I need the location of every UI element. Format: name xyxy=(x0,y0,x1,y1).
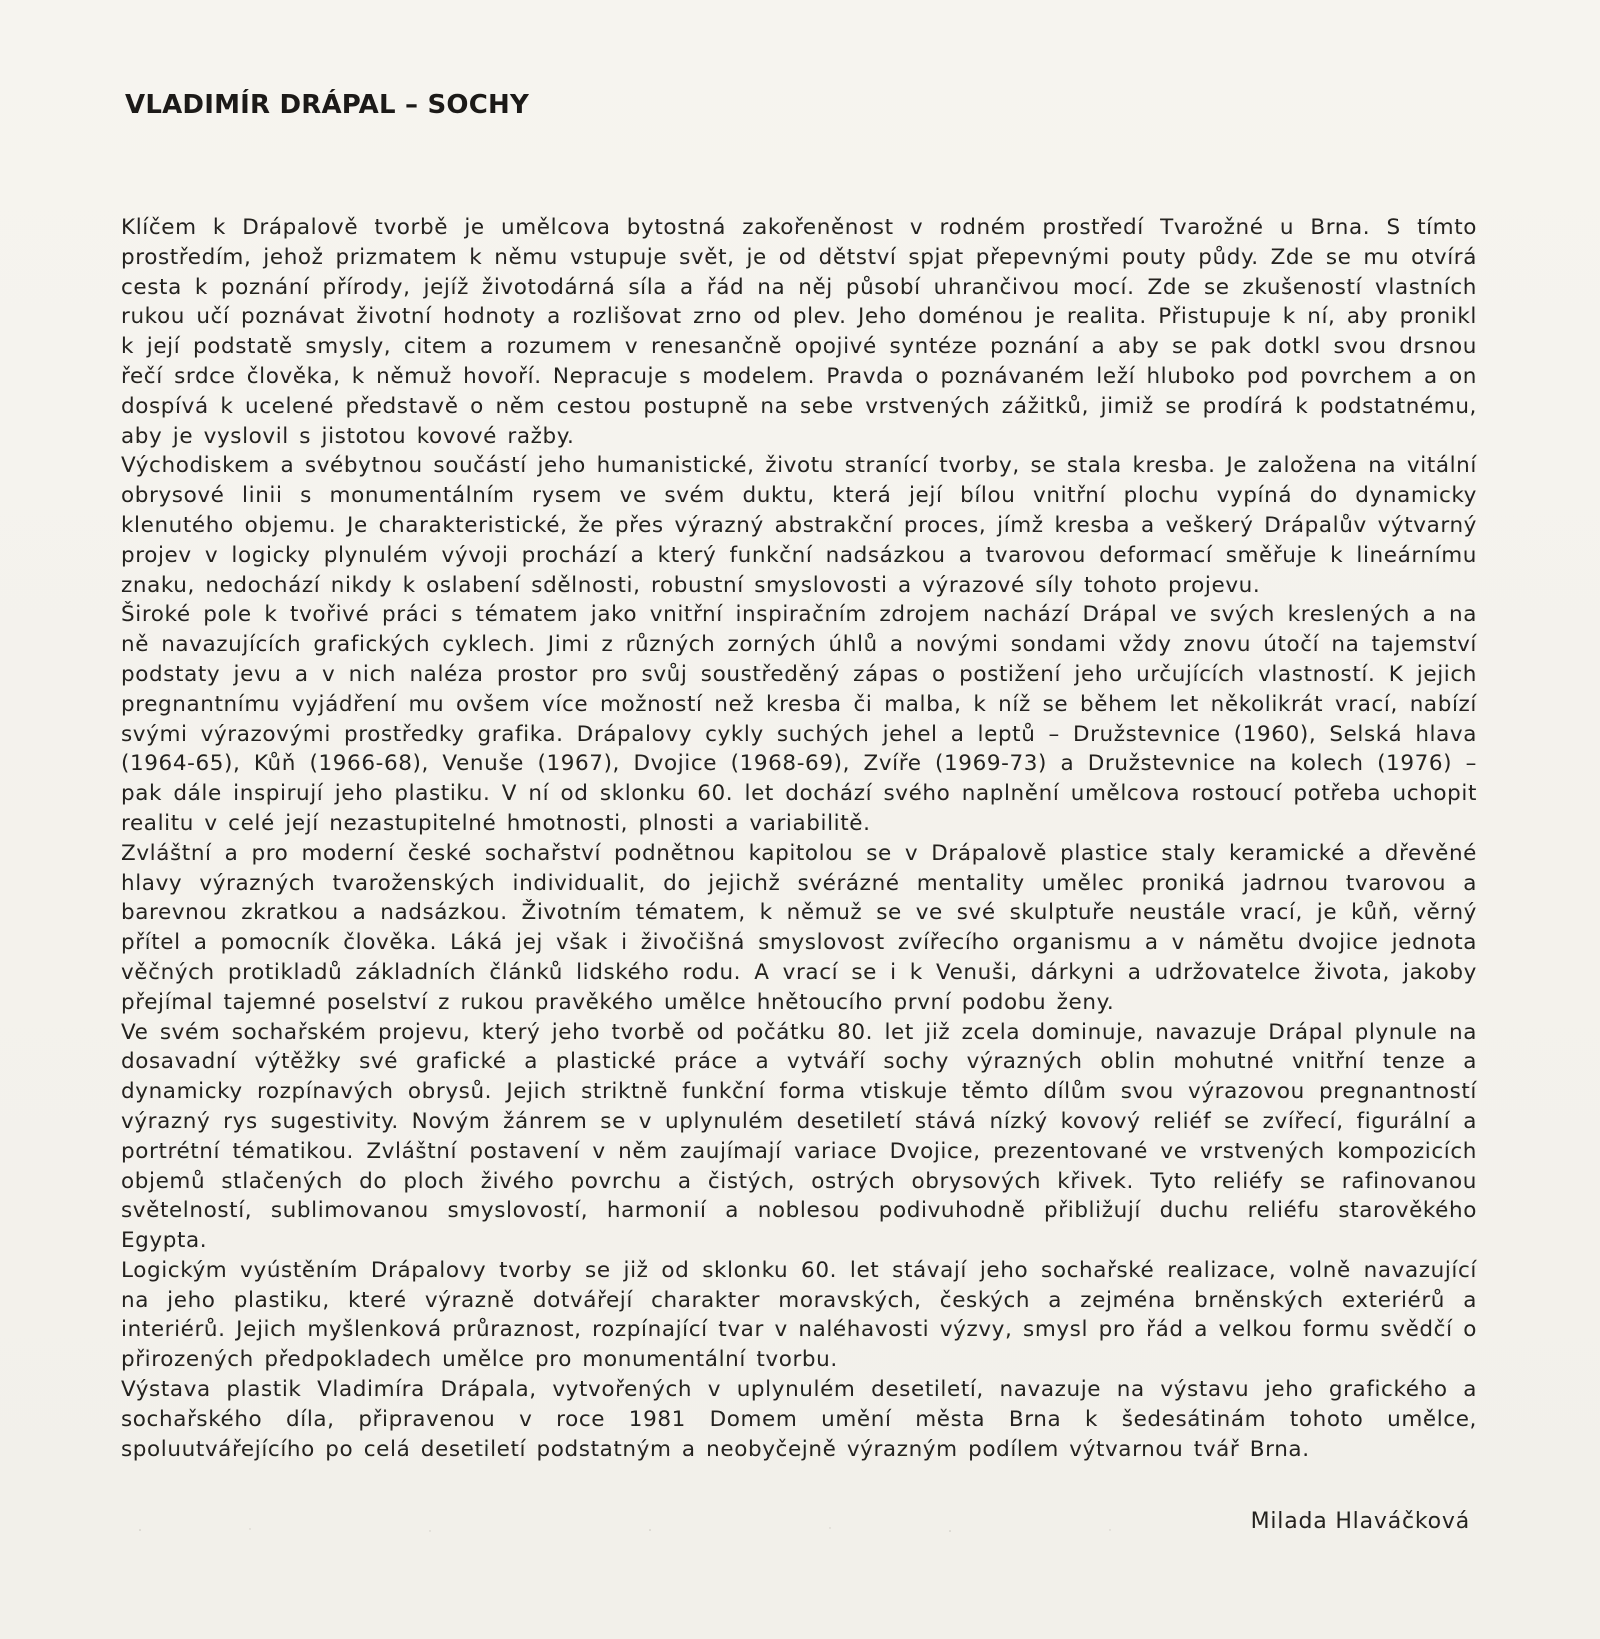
paragraph-2: Východiskem a svébytnou součástí jeho humanistické, životu stranící tvorby, se stala kresba. Je založena na vitální obrysové linii s monumentálním rysem ve svém duktu, která její bílou vnitřní plochu vypíná do dynamicky klenutého objemu. Je charakteristické, že přes výrazný abstrakční proces, jímž kresba a veškerý Drápalův výtvarný projev v logicky plynulém vývoji prochází a který funkční nadsázkou a tvarovou deformací směřuje k lineárnímu znaku, nedochází nikdy k oslabení sdělnosti, robustní smyslovosti a výrazové síly tohoto projevu. xyxy=(121,453,1477,598)
paragraph-6: Logickým vyústěním Drápalovy tvorby se již od sklonku 60. let stávají jeho sochařské realizace, volně navazující na jeho plastiku, které výrazně dotvářejí charakter moravských, českých a zejména brněnských exteriérů a interiérů. Jejich myšlenková průraznost, rozpínající tvar v naléhavosti výzvy, smysl pro řád a velkou formu svědčí o přirozených předpokladech umělce pro monumentální tvorbu. xyxy=(121,1257,1477,1373)
author-signature: Milada Hlaváčková xyxy=(1250,1509,1470,1534)
document-title: VLADIMÍR DRÁPAL – SOCHY xyxy=(125,90,529,120)
paragraph-3: Široké pole k tvořivé práci s tématem jako vnitřní inspiračním zdrojem nachází Drápal ve svých kreslených a na ně navazujících grafických cyklech. Jimi z různých zorných úhlů a novými sondami vždy znovu útočí na tajemství podstaty jevu a v nich naléza prostor pro svůj soustředěný zápas o postižení jeho určujících vlastností. K jejich pregnantnímu vyjádření mu ovšem více možností než kresba či malba, k níž se během let několikrát vrací, nabízí svými výrazovými prostředky grafika. Drápalovy cykly suchých jehel a leptů – Družstevnice (1960), Selská hlava (1964-65), Kůň (1966-68), Venuše (1967), Dvojice (1968-69), Zvíře (1969-73) a Družstevnice na kolech (1976) – pak dále inspirují jeho plastiku. V ní od sklonku 60. let dochází svého naplnění umělcova rostoucí potřeba uchopit realitu v celé její nezastupitelné hmotnosti, plnosti a variabilitě. xyxy=(121,602,1477,836)
paragraph-7: Výstava plastik Vladimíra Drápala, vytvořených v uplynulém desetiletí, navazuje na výstavu jeho grafického a sochařského díla, připravenou v roce 1981 Domem umění města Brna k šedesátinám tohoto umělce, spoluutvářejícího po celá desetiletí podstatným a neobyčejně výrazným podílem výtvarnou tvář Brna. xyxy=(121,1377,1477,1462)
paragraph-1: Klíčem k Drápalově tvorbě je umělcova bytostná zakořeněnost v rodném prostředí Tvarožné u Brna. S tímto prostředím, jehož prizmatem k němu vstupuje svět, je od dětství spjat přepevnými pouty půdy. Zde se mu otvírá cesta k poznání přírody, jejíž životodárná síla a řád na něj působí uhrančivou mocí. Zde se zkušeností vlastních rukou učí poznávat životní hodnoty a rozlišovat zrno od plev. Jeho doménou je realita. Přistupuje k ní, aby pronikl k její podstatě smysly, citem a rozumem v renesančně opojivé syntéze poznání a aby se pak dotkl svou drsnou řečí srdce člověka, k němuž hovoří. Nepracuje s modelem. Pravda o poznávaném leží hluboko pod povrchem a on dospívá k ucelené představě o něm cestou postupně na sebe vrstvených zážitků, jimiž se prodírá k podstatnému, aby je vyslovil s jistotou kovové ražby. xyxy=(121,215,1477,449)
paragraph-4: Zvláštní a pro moderní české sochařství podnětnou kapitolou se v Drápalově plastice staly keramické a dřevěné hlavy výrazných tvaroženských individualit, do jejichž svérázné mentality umělec proniká jadrnou tvarovou a barevnou zkratkou a nadsázkou. Životním tématem, k němuž se ve své skulptuře neustále vrací, je kůň, věrný přítel a pomocník člověka. Láká jej však i živočišná smyslovost zvířecího organismu a v námětu dvojice jednota věčných protikladů základních článků lidského rodu. A vrací se i k Venuši, dárkyni a udržovatelce života, jakoby přejímal tajemné poselství z rukou pravěkého umělce hnětoucího první podobu ženy. xyxy=(121,840,1477,1015)
paper-specks xyxy=(130,1525,1430,1535)
article-body xyxy=(121,213,1477,1464)
paragraph-5: Ve svém sochařském projevu, který jeho tvorbě od počátku 80. let již zcela dominuje, navazuje Drápal plynule na dosavadní výtěžky své grafické a plastické práce a vytváří sochy výrazných oblin mohutné vnitřní tenze a dynamicky rozpínavých obrysů. Jejich striktně funkční forma vtiskuje těmto dílům svou výrazovou pregnantností výrazný rys sugestivity. Novým žánrem se v uplynulém desetiletí stává nízký kovový reliéf se zvířecí, figurální a portrétní tématikou. Zvláštní postavení v něm zaujímají variace Dvojice, prezentované ve vrstvených kompozicích objemů stlačených do ploch živého povrchu a čistých, ostrých obrysových křivek. Tyto reliéfy se rafinovanou světelností, sublimovanou smyslovostí, harmonií a noblesou podivuhodně přibližují duchu reliéfu starověkého Egypta. xyxy=(121,1019,1477,1254)
